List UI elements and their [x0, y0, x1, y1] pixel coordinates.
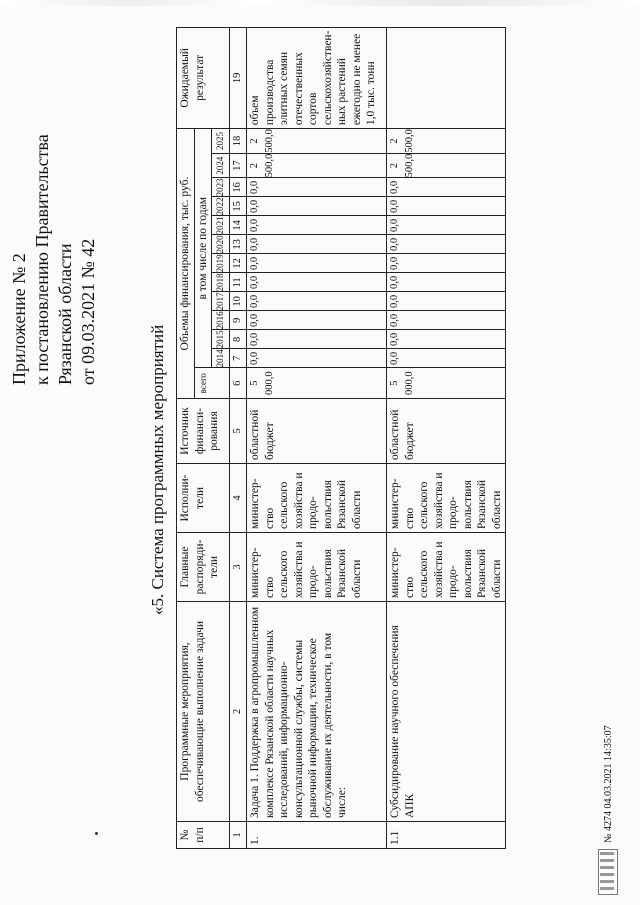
row-year-value: 0,0 — [247, 197, 387, 216]
year-cell: 2022 — [212, 197, 230, 216]
header-managers: Главные распоряди-тели — [177, 533, 230, 602]
row-result — [387, 27, 506, 129]
row-year-value: 0,0 — [247, 330, 387, 349]
col-number: 11 — [229, 273, 247, 292]
appendix-line-2: к постановлению Правительства — [32, 134, 52, 385]
row-measure: Субсидирование научного обеспечения АПК — [387, 602, 506, 822]
row-year-value: 0,0 — [387, 292, 506, 311]
row-year-value: 0,0 — [247, 273, 387, 292]
section-title: «5. Система программных мероприятий — [148, 324, 167, 615]
row-measure: Задача 1. Поддержка в агропромышленном комплексе Рязанской области научных исследований, информационно-консультационной службы, системы рыночной информации, техническое обслуживание их деятельности, в том числе: — [247, 602, 387, 822]
row-year-value: 0,0 — [387, 273, 506, 292]
col-number: 12 — [229, 254, 247, 273]
row-total: 5 000,0 — [387, 368, 506, 399]
row-year-value: 0,0 — [247, 235, 387, 254]
row-year-value: 2 500,0 — [387, 153, 506, 178]
row-year-value: 0,0 — [247, 292, 387, 311]
program-table — [176, 27, 506, 849]
header-total: всего — [194, 368, 229, 399]
col-number: 5 — [229, 399, 247, 464]
header-executors: Исполни-тели — [177, 464, 230, 533]
row-year-value: 0,0 — [387, 178, 506, 197]
year-cell: 2023 — [212, 178, 230, 197]
signature-line — [598, 725, 618, 895]
appendix-block — [8, 55, 100, 385]
row-manager: министер-ство сельского хозяйства и продо-вольствия Рязанской области — [247, 533, 387, 602]
row-year-value: 0,0 — [247, 216, 387, 235]
col-number: 4 — [229, 464, 247, 533]
row-source: областной бюджет — [247, 399, 387, 464]
stamp-icon — [598, 849, 618, 895]
col-number: 18 — [229, 129, 247, 154]
row-year-value: 2 500,0 — [247, 129, 387, 154]
row-year-value: 0,0 — [387, 349, 506, 368]
row-source: областной бюджет — [387, 399, 506, 464]
header-measures: Программные мероприятия, обеспечивающие выполнение задачи — [177, 602, 230, 822]
year-cell: 2025 — [212, 129, 230, 154]
header-source: Источник финанси-рования — [177, 399, 230, 464]
row-manager: министер-ство сельского хозяйства и продо-вольствия Рязанской области — [387, 533, 506, 602]
header-no: № п/п — [177, 822, 230, 849]
col-number: 10 — [229, 292, 247, 311]
col-number: 19 — [229, 27, 247, 129]
header-row-1 — [177, 27, 195, 848]
appendix-line-4: от 09.03.2021 № 42 — [78, 238, 98, 385]
col-number: 15 — [229, 197, 247, 216]
column-numbers-row — [229, 27, 247, 848]
row-year-value: 0,0 — [387, 197, 506, 216]
year-cell: 2024 — [212, 153, 230, 178]
year-cell: 2020 — [212, 235, 230, 254]
row-year-value: 2 500,0 — [247, 153, 387, 178]
row-executor: министер-ство сельского хозяйства и продо-вольствия Рязанской области — [247, 464, 387, 533]
table-row — [387, 27, 506, 848]
row-year-value: 0,0 — [387, 330, 506, 349]
header-by-years: в том числе по годам — [194, 129, 212, 368]
row-year-value: 0,0 — [387, 311, 506, 330]
col-number: 16 — [229, 178, 247, 197]
year-cell: 2014 — [212, 349, 230, 368]
year-cell: 2019 — [212, 254, 230, 273]
row-year-value: 0,0 — [247, 178, 387, 197]
col-number: 6 — [229, 368, 247, 399]
year-cell: 2015 — [212, 330, 230, 349]
year-cell: 2021 — [212, 216, 230, 235]
col-number: 3 — [229, 533, 247, 602]
row-year-value: 0,0 — [247, 254, 387, 273]
row-year-value: 0,0 — [387, 235, 506, 254]
col-number: 7 — [229, 349, 247, 368]
appendix-line-1: Приложение № 2 — [9, 253, 29, 385]
row-year-value: 0,0 — [247, 311, 387, 330]
row-executor: министер-ство сельского хозяйства и продо-вольствия Рязанской области — [387, 464, 506, 533]
row-result: объем производства элитных семян отечественных сортов сельскохозяйствен-ных растений ежегодно не менее 1,0 тыс. тонн — [247, 27, 387, 129]
col-number: 8 — [229, 330, 247, 349]
table-row — [247, 27, 387, 848]
row-year-value: 0,0 — [387, 254, 506, 273]
header-result: Ожидаемый результат — [177, 27, 230, 129]
row-number: 1. — [247, 822, 387, 849]
col-number: 9 — [229, 311, 247, 330]
col-number: 13 — [229, 235, 247, 254]
col-number: 2 — [229, 602, 247, 822]
col-number: 1 — [229, 822, 247, 849]
appendix-line-3: Рязанской области — [55, 243, 75, 385]
row-number: 1.1 — [387, 822, 506, 849]
signature-text: № 4274 04.03.2021 14:35:07 — [602, 725, 614, 843]
year-cell: 2017 — [212, 292, 230, 311]
row-total: 5 000,0 — [247, 368, 387, 399]
row-year-value: 0,0 — [247, 349, 387, 368]
year-cell: 2018 — [212, 273, 230, 292]
row-year-value: 0,0 — [387, 216, 506, 235]
row-year-value: 2 500,0 — [387, 129, 506, 154]
col-number: 14 — [229, 216, 247, 235]
header-financing: Объемы финансирования, тыс. руб. — [177, 129, 195, 399]
col-number: 17 — [229, 153, 247, 178]
year-cell: 2016 — [212, 311, 230, 330]
